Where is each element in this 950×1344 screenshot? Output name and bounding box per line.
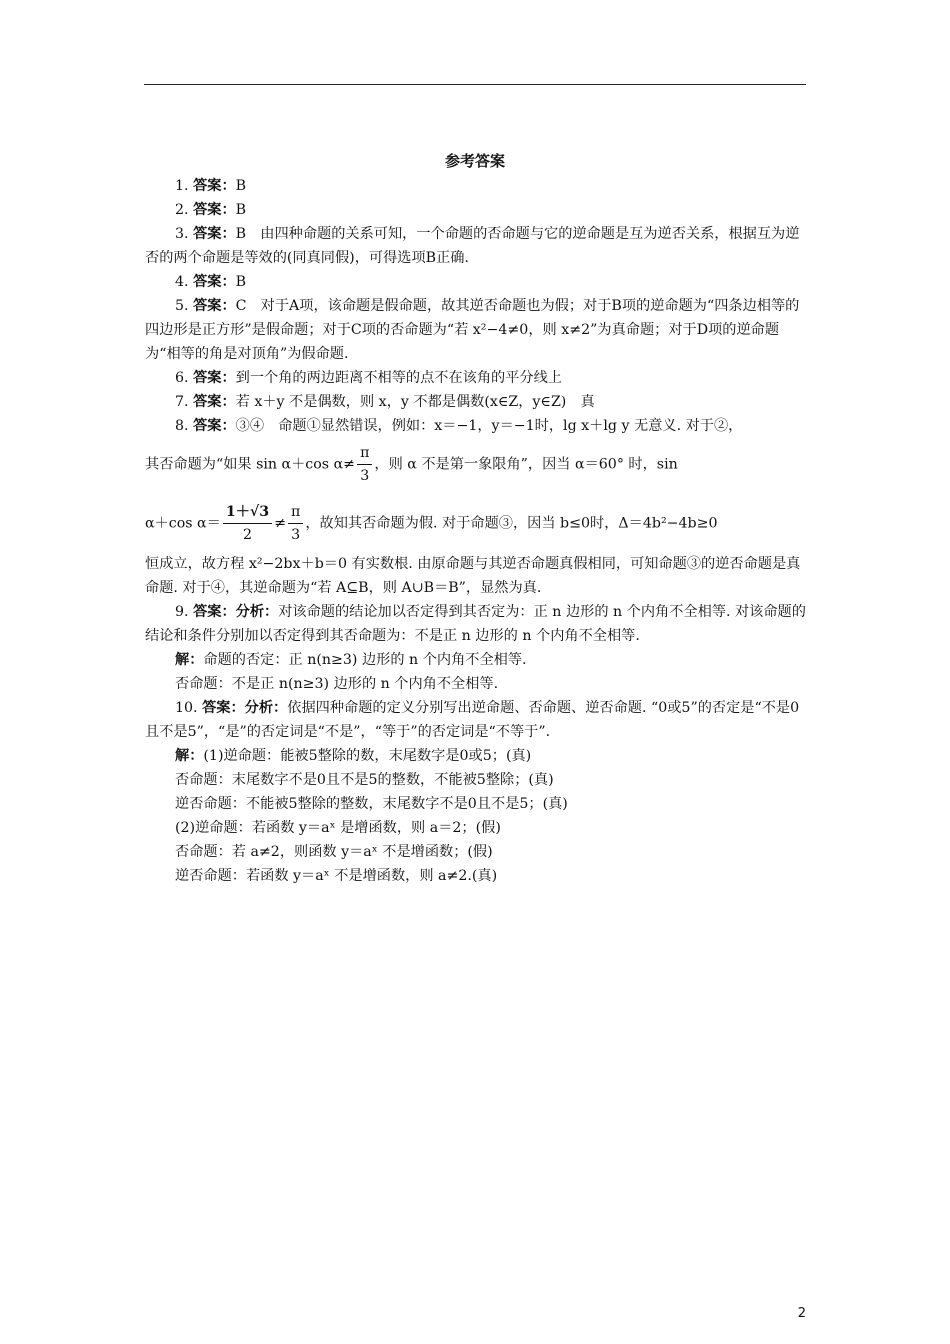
- answer-8-line-2: 其否命题为“如果 sin α＋cos α≠ $\frac{\pi}{3}$ ，则 α 不是第一象限角”，因当 α＝60° 时，sin: [145, 438, 813, 491]
- answer-6: 6. 答案：到一个角的两边距离不相等的点不在该角的平分线上: [175, 370, 562, 386]
- answer-7: 7. 答案：若 x＋y 不是偶数，则 x，y 不都是偶数(x∈Z，y∈Z) 真: [175, 394, 595, 410]
- answer-8-line-1: 8. 答案：③④ 命题①显然错误，例如：x＝−1，y＝−1时，lg x＋lg y 无意义. 对于②，: [175, 418, 743, 434]
- fraction-one-plus-root3-over-2: $\frac{1+√3}{2}$: [223, 501, 272, 546]
- answer-9-solution: 解：命题的否定：正 n(n≥3) 边形的 n 个内角不全相等.: [175, 652, 527, 668]
- answer-10-solution: 解：(1)逆命题：能被5整除的数，末尾数字是0或5；(真): [175, 748, 532, 764]
- fraction-pi-over-3-b: $\frac{\pi}{3}$: [288, 501, 303, 546]
- header-rule: [144, 84, 806, 85]
- answer-10-line-2: 否命题：末尾数字不是0且不是5的整数，不能被5整除；(真): [175, 772, 554, 788]
- answer-5: 5. 答案：C 对于A项，该命题是假命题，故其逆否命题也为假；对于B项的逆命题为“四条边相等的四边形是正方形”是假命题；对于C项的否命题为“若 x²−4≠0，则 x≠2”为真命题；对于D项的逆命题为“相等的角是对顶角”为假命题.: [145, 298, 800, 362]
- answer-10-analysis: 10. 答案：分析：依据四种命题的定义分别写出逆命题、否命题、逆否命题. “0或5”的否定是“不是0且不是5”，“是”的否定词是“不是”，“等于”的否定词是“不等于”.: [145, 700, 800, 740]
- answer-10-line-5: 否命题：若 a≠2，则函数 y＝aˣ 不是增函数；(假): [175, 844, 493, 860]
- answer-9-line-2: 否命题：不是正 n(n≥3) 边形的 n 个内角不全相等.: [175, 676, 499, 692]
- answer-content: [145, 174, 813, 888]
- page-title: 参考答案: [444, 152, 505, 170]
- answer-2: 2. 答案：B: [175, 202, 247, 218]
- answer-1: 1. 答案：B: [175, 178, 247, 194]
- fraction-pi-over-3: $\frac{\pi}{3}$: [357, 442, 372, 487]
- answer-10: [145, 696, 813, 888]
- answer-8-line-4: 恒成立，故方程 x²−2bx＋b＝0 有实数根. 由原命题与其逆否命题真假相同，可知命题③的逆否命题是真命题. 对于④，其逆命题为“若 A⊆B，则 A∪B＝B”，显然为真.: [145, 556, 801, 596]
- page-number: 2: [797, 1306, 806, 1321]
- answer-10-line-4: (2)逆命题：若函数 y＝aˣ 是增函数，则 a＝2；(假): [175, 820, 501, 836]
- answer-4: 4. 答案：B: [175, 274, 247, 290]
- answer-8-line-3: α＋cos α＝ $\frac{1+√3}{2}$ ≠ $\frac{\pi}{3}$ ，故知其否命题为假. 对于命题③，因当 b≤0时，Δ＝4b²−4b≥0: [145, 491, 813, 552]
- answer-10-line-3: 逆否命题：不能被5整除的整数，末尾数字不是0且不是5；(真): [175, 796, 568, 812]
- answer-8: [145, 414, 813, 600]
- answer-9: [145, 600, 813, 696]
- answer-3: 3. 答案：B 由四种命题的关系可知，一个命题的否命题与它的逆命题是互为逆否关系，根据互为逆否的两个命题是等效的(同真同假)，可得选项B正确.: [145, 226, 800, 266]
- answer-9-analysis: 9. 答案：分析：对该命题的结论加以否定得到其否定为：正 n 边形的 n 个内角不全相等. 对该命题的结论和条件分别加以否定得到其否命题为：不是正 n 边形的 n 个内角不全相等.: [145, 604, 806, 644]
- answer-10-line-6: 逆否命题：若函数 y＝aˣ 不是增函数，则 a≠2.(真): [175, 868, 498, 884]
